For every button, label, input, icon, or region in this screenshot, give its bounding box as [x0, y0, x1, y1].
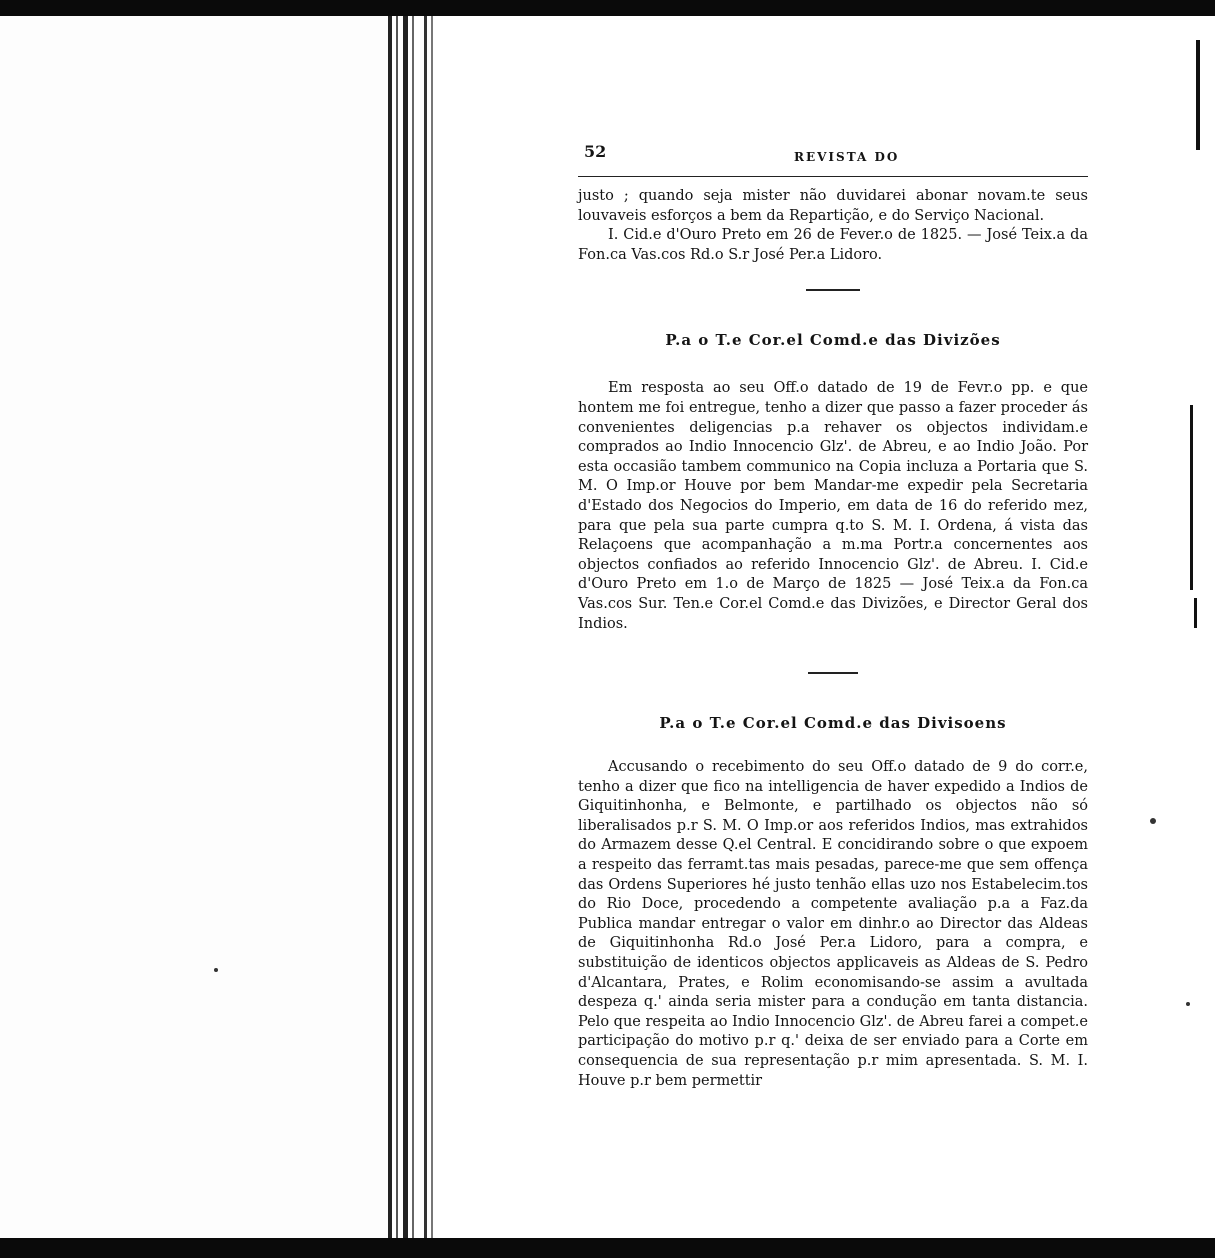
journal-title: REVISTA DO — [794, 150, 900, 164]
book-gutter-line — [388, 16, 392, 1238]
section-divider — [808, 672, 858, 674]
scan-speck — [1186, 1002, 1190, 1006]
section-divider — [806, 289, 860, 291]
letter-body: Em resposta ao seu Off.o datado de 19 de Fevr.o pp. e que hontem me foi entregue, tenho a dizer que passo a fazer proceder ás convenientes deligencias p.a rehaver os objectos individam.e comprados ao Indio Innocencio Glz'. de Abreu, e ao Indio João. Por esta occasião tambem communico na Copia incluza a Portaria que S. M. O Imp.or Houve por bem Mandar-me expedir pela Secretaria d'Estado dos Negocios do Imperio, em data de 16 do referido mez, para que pela sua parte cumpra q.to S. M. I. Ordena, á vista das Relaçoens que acompanhação a m.ma Portr.a concernentes aos objectos confiados ao referido Innocencio Glz'. de Abreu. I. Cid.e d'Ouro Preto em 1.o de Março de 1825 — José Teix.a da Fon.ca Vas.cos Sur. Ten.e Cor.el Comd.e das Divizões, e Director Geral dos Indios. — [578, 380, 1088, 632]
letter-title: P.a o T.e Cor.el Comd.e das Divisoens — [659, 714, 1007, 733]
page-edge-mark — [1190, 405, 1193, 590]
scan-speck — [214, 968, 218, 972]
document-page — [578, 136, 1088, 1091]
running-head — [578, 136, 1088, 177]
scan-border-bottom — [0, 1238, 1215, 1258]
page-edge-mark — [1194, 598, 1197, 628]
scan-border-top — [0, 0, 1215, 16]
blank-left-page — [0, 16, 392, 1238]
book-gutter-line — [431, 16, 433, 1238]
book-gutter-line — [412, 16, 414, 1238]
book-gutter-line — [403, 16, 408, 1238]
letter-body: Accusando o recebimento do seu Off.o datado de 9 do corr.e, tenho a dizer que fico na intelligencia de haver expedido a Indios de Giquitinhonha, e Belmonte, e partilhado os objectos não só liberalisados p.r S. M. O Imp.or aos referidos Indios, mas extrahidos do Armazem desse Q.el Central. E concidirando sobre o que expoem a respeito das ferramt.tas mais pesadas, parece-me que sem offença das Ordens Superiores hé justo tenhão ellas uzo nos Estabelecim.tos do Rio Doce, procedendo a competente avaliação p.a a Faz.da Publica mandar entregar o valor em dinhr.o ao Director das Aldeas de Giquitinhonha Rd.o José Per.a Lidoro, para a compra, e substituição de identicos objectos applicaveis as Aldeas de S. Pedro d'Alcantara, Prates, e Rolim economisando-se assim a avultada despeza q.' ainda seria mister para a condução em tanta distancia. Pelo que respeita ao Indio Innocencio Glz'. de Abreu farei a compet.e participação do motivo p.r q.' deixa de ser enviado para a Corte em consequencia de sua representação p.r mim apresentada. S. M. I. Houve p.r bem permettir — [578, 759, 1088, 1089]
continuation-dateline: I. Cid.e d'Ouro Preto em 26 de Fever.o de 1825. — José Teix.a da Fon.ca Vas.cos Rd.o S.r José Per.a Lidoro. — [578, 227, 1088, 263]
letter-title: P.a o T.e Cor.el Comd.e das Divizões — [665, 331, 1001, 350]
page-number: 52 — [584, 142, 607, 161]
continuation-paragraph: justo ; quando seja mister não duvidarei abonar novam.te seus louvaveis esforços a bem da Repartição, e do Serviço Nacional. — [578, 188, 1088, 224]
scan-speck — [1150, 818, 1156, 824]
book-gutter-line — [424, 16, 427, 1238]
page-edge-mark — [1196, 40, 1200, 150]
book-gutter-line — [396, 16, 398, 1238]
